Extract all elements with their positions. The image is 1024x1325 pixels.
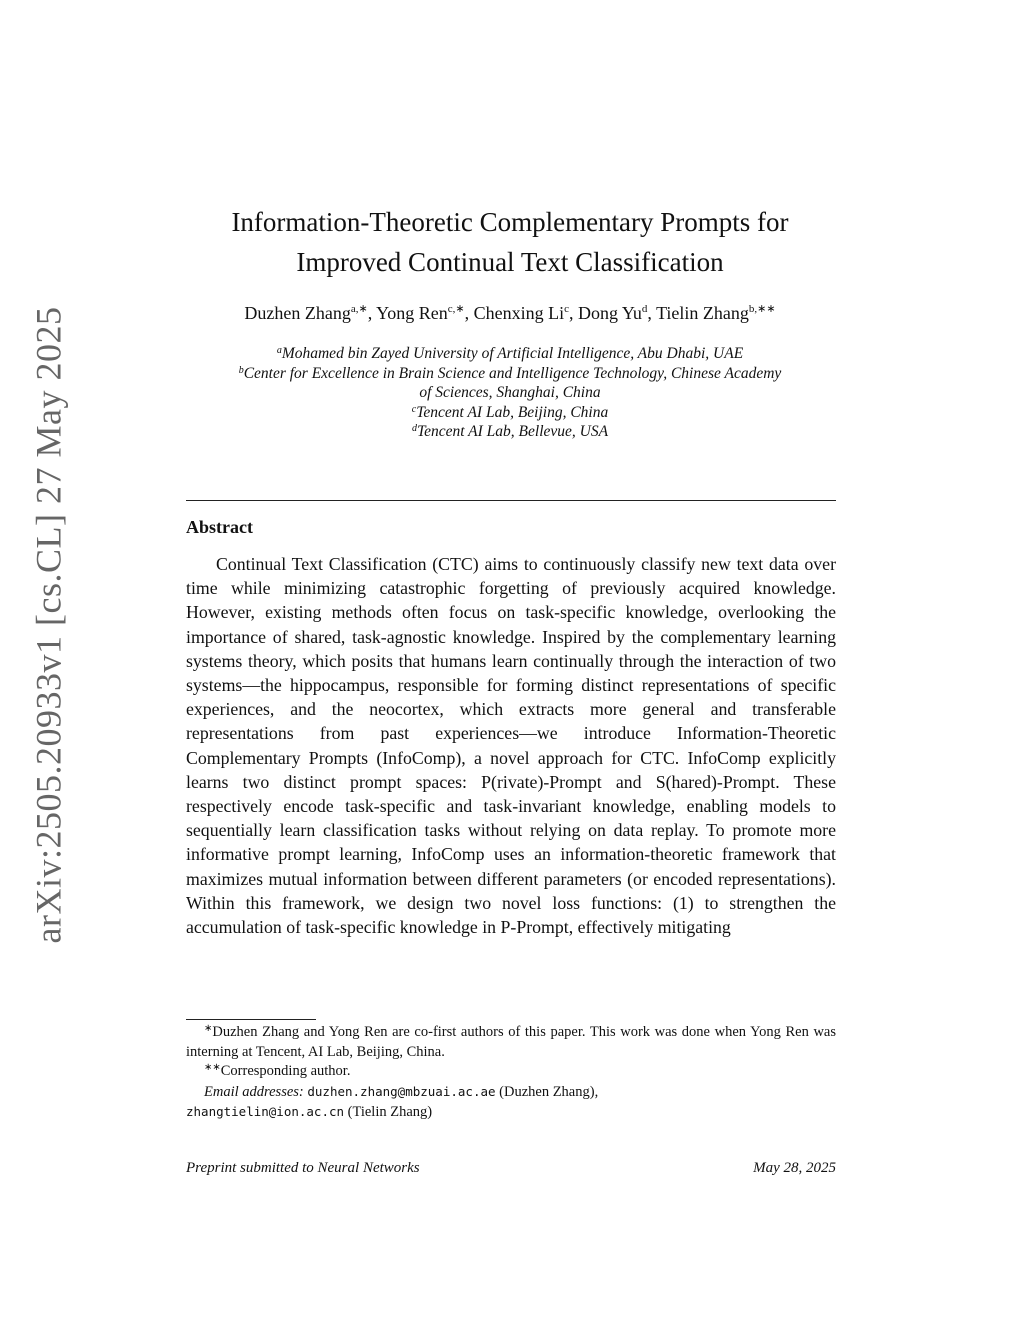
author-affil-mark: c (564, 303, 570, 315)
footnote-corresponding (186, 1062, 836, 1082)
title-line: Information-Theoretic Complementary Prompts for (231, 207, 789, 237)
affiliation-text: of Sciences, Shanghai, China (419, 384, 601, 401)
footnote-mark: ∗ (204, 1023, 213, 1034)
email-owner: (Duzhen Zhang), (499, 1083, 599, 1100)
footnote-text: Duzhen Zhang and Yong Ren are co-first authors of this paper. This work was done when Yong Ren was interning at Tencent, AI Lab, Beijing, China. (186, 1024, 836, 1060)
email-owner: (Tielin Zhang) (347, 1104, 433, 1120)
author-affil-mark: c,∗ (447, 303, 465, 315)
author-affil-mark: d (641, 303, 648, 315)
author-separator: , (367, 303, 377, 323)
affiliations (180, 344, 840, 442)
email-link[interactable]: duzhen.zhang@mbzuai.ac.ae (307, 1083, 496, 1099)
author-name: Chenxing Li (473, 303, 565, 323)
author-affil-mark: a,∗ (350, 303, 368, 315)
affiliation-text: Tencent AI Lab, Beijing, China (416, 403, 609, 421)
author-name: Yong Ren (376, 303, 448, 323)
arxiv-identifier (18, 306, 78, 944)
footer-date: May 28, 2025 (753, 1160, 836, 1176)
affiliation-text: Mohamed bin Zayed University of Artificial Intelligence, Abu Dhabi, UAE (281, 345, 744, 362)
title-line: Improved Continual Text Classification (296, 247, 724, 277)
author-name: Dong Yu (578, 303, 642, 323)
footnote-text: Corresponding author. (220, 1063, 351, 1079)
abstract-heading: Abstract (186, 517, 253, 537)
affiliation-line (180, 422, 840, 442)
page-footer (186, 1160, 836, 1177)
abstract-top-rule (186, 500, 836, 501)
author-name: Duzhen Zhang (244, 303, 351, 323)
footnote-rule (186, 1019, 316, 1020)
author-list (150, 303, 870, 324)
arxiv-identifier-text: arXiv:2505.20933v1 [cs.CL] 27 May 2025 (28, 306, 68, 944)
affiliation-mark: b (238, 364, 244, 376)
footer-journal: Preprint submitted to Neural Networks (186, 1160, 420, 1176)
author-name: Tielin Zhang (656, 303, 749, 323)
author-separator: , (464, 303, 474, 323)
affiliation-line (180, 383, 840, 403)
author-separator: , (647, 303, 657, 323)
paper-title (150, 202, 870, 282)
email-label: Email addresses: (204, 1083, 304, 1100)
author-affil-mark: b,∗∗ (748, 303, 776, 315)
affiliation-mark: d (411, 423, 417, 434)
affiliation-mark: c (411, 403, 417, 415)
author-separator: , (569, 303, 579, 323)
affiliation-text: Center for Excellence in Brain Science and Intelligence Technology, Chinese Academy (243, 364, 782, 382)
footnote-emails-cont (186, 1102, 836, 1123)
affiliation-line (180, 344, 840, 364)
affiliation-line (180, 364, 840, 384)
footnote-emails (186, 1082, 836, 1103)
affiliation-text: Tencent AI Lab, Bellevue, USA (416, 423, 609, 440)
email-link[interactable]: zhangtielin@ion.ac.cn (186, 1104, 345, 1119)
affiliation-line (180, 403, 840, 423)
footnotes (186, 1023, 836, 1123)
footnote-mark: ∗∗ (204, 1062, 221, 1073)
footnote-cofirst (186, 1023, 836, 1062)
affiliation-mark: a (276, 345, 282, 356)
abstract-text: Continual Text Classification (CTC) aims to continuously classify new text data over time while minimizing catastrophic forgetting of previously acquired knowledge. However, existing methods often focus on task-specific knowledge, overlooking the importance of shared, task-agnostic knowledge. Inspired by the complementary learning systems theory, which posits that humans learn continually through the interaction of two systems—the hippocampus, responsible for forming distinct representations of specific experiences, and the neocortex, which extracts more general and transferable representations from past experiences—we introduce Information-Theoretic Complementary Prompts (InfoComp), a novel approach for CTC. InfoComp explicitly learns two distinct prompt spaces: P(rivate)-Prompt and S(hared)-Prompt. These respectively encode task-specific and task-invariant knowledge, enabling models to sequentially learn classification tasks without relying on data replay. To promote more informative prompt learning, InfoComp uses an information-theoretic framework that maximizes mutual information between different parameters (or encoded representations). Within this framework, we design two novel loss functions: (1) to strengthen the accumulation of task-specific knowledge in P-Prompt, effectively mitigating (186, 554, 836, 938)
